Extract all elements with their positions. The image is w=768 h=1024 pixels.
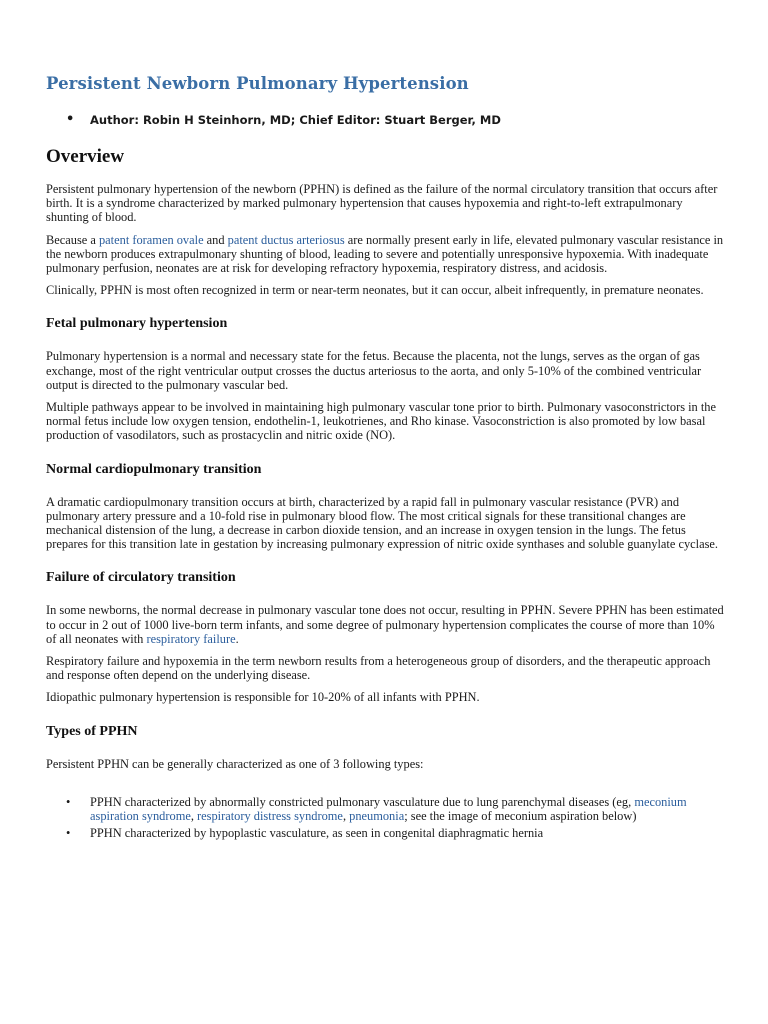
normal-transition-paragraph: A dramatic cardiopulmonary transition occurs at birth, characterized by a rapid fall in pulmonary vascular resistance (PVR) and pulmonary artery pressure and a 10-fold rise in pulmonary blood flow. The most critical signals for these transitional changes are mechanical distension of the lung, a decrease in carbon dioxide tension, and an increase in oxygen tension in the lungs. The fetus prepares for this transition late in gestation by increasing pulmonary expression of nitric oxide synthases and soluble guanylate cyclase. xyxy=(46,494,719,552)
author-line: • Author: Robin H Steinhorn, MD; Chief Editor: Stuart Berger, MD xyxy=(46,113,501,127)
fetal-heading: Fetal pulmonary hypertension xyxy=(46,316,228,332)
respiratory-failure-link[interactable]: respiratory failure xyxy=(146,631,236,646)
types-heading: Types of PPHN xyxy=(46,723,138,739)
fetal-paragraph-1: Pulmonary hypertension is a normal and necessary state for the fetus. Because the placenta, not the lungs, serves as the organ of gas exchange, most of the right ventricular output crosses the ductus arteriosus to the aorta, and only 5-10% of the combined ventricular output is directed to the pulmonary vascular bed. xyxy=(46,349,702,392)
article-body xyxy=(46,146,726,843)
types-list xyxy=(46,795,726,841)
patent-foramen-ovale-link[interactable]: patent foramen ovale xyxy=(98,232,204,247)
types-intro: Persistent PPHN can be generally characterized as one of 3 following types: xyxy=(46,756,424,771)
failure-paragraph-3: Idiopathic pulmonary hypertension is responsible for 10-20% of all infants with PPHN. xyxy=(46,690,480,705)
failure-paragraph-1: In some newborns, the normal decrease in pulmonary vascular tone does not occur, resulting in PPHN. Severe PPHN has been estimated to occur in 2 out of 1000 live-born term infants, and some degree of pulmonary hypertension complicates the course of more than 10% of all neonates with respiratory failure. xyxy=(46,603,724,646)
meconium-aspiration-link[interactable]: meconium aspiration syndrome xyxy=(90,794,687,824)
pneumonia-link[interactable]: pneumonia xyxy=(349,809,405,824)
patent-ductus-arteriosus-link[interactable]: patent ductus arteriosus xyxy=(227,232,345,247)
normal-transition-heading: Normal cardiopulmonary transition xyxy=(46,461,262,477)
fetal-paragraph-2: Multiple pathways appear to be involved in maintaining high pulmonary vascular tone prior to birth. Pulmonary vasoconstrictors in the normal fetus include low oxygen tension, endothelin-1, leukotrienes, and Rho kinase. Vasoconstriction is also promoted by low basal production of vasodilators, such as prostacyclin and nitric oxide (NO). xyxy=(46,400,716,443)
overview-heading: Overview xyxy=(46,146,125,167)
overview-paragraph-2: Because a patent foramen ovale and patent ductus arteriosus are normally present early in life, elevated pulmonary vascular resistance in the newborn produces extrapulmonary shunting of blood, leading to severe and potentially unresponsive hypoxemia. With inadequate pulmonary perfusion, neonates are at risk for developing refractory hypoxemia, respiratory distress, and acidosis. xyxy=(46,232,724,276)
list-item: • PPHN characterized by hypoplastic vasculature, as seen in congenital diaphragmatic hernia xyxy=(46,826,726,840)
respiratory-distress-link[interactable]: respiratory distress syndrome xyxy=(197,809,343,824)
page-title: Persistent Newborn Pulmonary Hypertension xyxy=(46,74,469,93)
failure-heading: Failure of circulatory transition xyxy=(46,570,236,586)
overview-paragraph-1: Persistent pulmonary hypertension of the newborn (PPHN) is defined as the failure of the normal circulatory transition that occurs after birth. It is a syndrome characterized by marked pulmonary hypertension that causes hypoxemia and right-to-left extrapulmonary shunting of blood. xyxy=(46,182,718,225)
overview-paragraph-3: Clinically, PPHN is most often recognized in term or near-term neonates, but it can occur, albeit infrequently, in premature neonates. xyxy=(46,283,704,298)
list-item: • PPHN characterized by abnormally constricted pulmonary vasculature due to lung parenchymal diseases (eg, meconium aspiration syndrome, respiratory distress syndrome, pneumonia; see the image of meconium aspiration below) xyxy=(46,795,726,823)
failure-paragraph-2: Respiratory failure and hypoxemia in the term newborn results from a heterogeneous group of disorders, and the therapeutic approach and response often depend on the underlying disease. xyxy=(46,654,711,683)
author-list xyxy=(46,113,501,127)
